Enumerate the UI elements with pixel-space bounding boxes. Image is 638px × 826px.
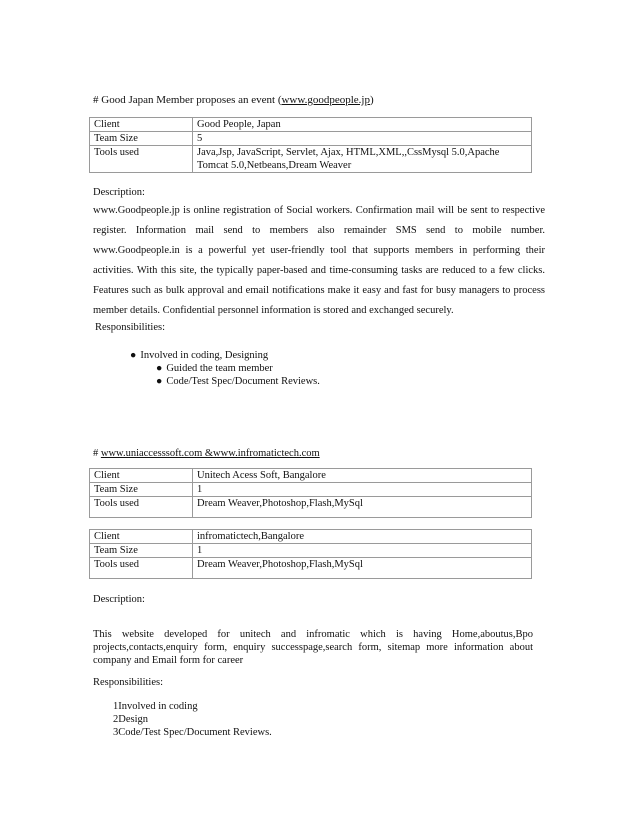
responsibility-item — [130, 349, 268, 362]
table-key: Team Size — [90, 483, 193, 497]
responsibility-text: Involved in coding, Designing — [140, 350, 269, 361]
uniaccess-info-table — [89, 468, 532, 518]
table-row — [90, 118, 532, 132]
table-value: 5 — [193, 132, 532, 146]
heading-suffix: ) — [369, 94, 374, 106]
project-heading-goodpeople — [93, 94, 374, 107]
table-row — [90, 132, 532, 146]
table-row — [90, 483, 532, 497]
bullet-icon: ● — [156, 363, 163, 374]
table-key: Client — [90, 118, 193, 132]
description-label: Description: — [93, 594, 145, 605]
bullet-icon: ● — [156, 376, 163, 387]
table-value: Dream Weaver,Photoshop,Flash,MySql — [193, 558, 532, 579]
description-text: www.Goodpeople.jp is online registration of Social workers. Confirmation mail will be sent to respective register. Information mail send to members also remainder SMS send to mobile number. www.Goodpeople.in is a powerful yet user-friendly tool that supports members in performing their activities. With this site, the typically paper-based and time-consuming tasks are reduced to a few clicks. Features such as bulk approval and email notifications make it easy and fast for busy managers to process member details. Confidential personnel information is stored and exchanged securely. — [93, 205, 545, 316]
responsibility-item: 3Code/Test Spec/Document Reviews. — [113, 727, 272, 738]
table-row — [90, 558, 532, 579]
table-row — [90, 469, 532, 483]
responsibility-text: Code/Test Spec/Document Reviews. — [166, 376, 320, 387]
infromatic-info-table — [89, 529, 532, 579]
uniaccess-link[interactable]: www.uniaccesssoft.com &www.infromatictech.com — [100, 448, 320, 459]
table-value: infromatictech,Bangalore — [193, 530, 532, 544]
bullet-icon: ● — [130, 350, 137, 361]
table-key: Team Size — [90, 544, 193, 558]
table-row — [90, 530, 532, 544]
responsibility-text: Guided the team member — [166, 363, 273, 374]
responsibility-item — [156, 362, 273, 375]
responsibility-item — [156, 375, 320, 388]
table-key: Client — [90, 530, 193, 544]
heading-prefix: # Good Japan Member proposes an event ( — [93, 94, 282, 106]
table-value: 1 — [193, 483, 532, 497]
description-label: Description: — [93, 187, 145, 198]
table-value: 1 — [193, 544, 532, 558]
table-value: Dream Weaver,Photoshop,Flash,MySql — [193, 497, 532, 518]
heading-prefix: # — [93, 448, 101, 459]
description-text: This website developed for unitech and infromatic which is having Home,aboutus,Bpo projects,contacts,enquiry form, enquiry successpage,search form, sitemap more information about company and Email form for career — [93, 629, 533, 666]
table-key: Tools used — [90, 497, 193, 518]
responsibility-item: 2Design — [113, 714, 148, 725]
responsibilities-label: Responsibilities: — [95, 322, 166, 333]
table-row — [90, 146, 532, 173]
table-key: Tools used — [90, 558, 193, 579]
project-heading-uniaccess — [93, 447, 320, 460]
responsibilities-label: Responsibilities: — [93, 677, 164, 688]
table-value: Java,Jsp, JavaScript, Servlet, Ajax, HTML,XML,,CssMysql 5.0,Apache Tomcat 5.0,Netbeans,Dream Weaver — [193, 146, 532, 173]
table-row — [90, 544, 532, 558]
table-value: Unitech Acess Soft, Bangalore — [193, 469, 532, 483]
table-key: Team Size — [90, 132, 193, 146]
table-row — [90, 497, 532, 518]
goodpeople-link[interactable]: www.goodpeople.jp — [281, 94, 370, 106]
goodpeople-info-table — [89, 117, 532, 173]
table-value: Good People, Japan — [193, 118, 532, 132]
responsibility-item: 1Involved in coding — [113, 701, 198, 712]
table-key: Client — [90, 469, 193, 483]
table-key: Tools used — [90, 146, 193, 173]
